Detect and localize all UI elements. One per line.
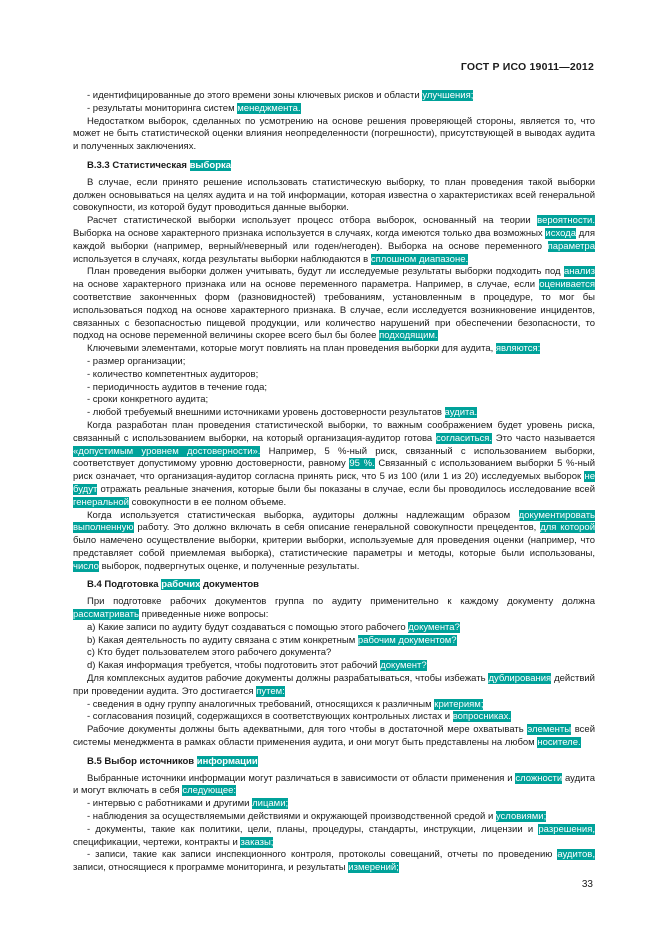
list-item [73, 90, 595, 103]
section-heading [73, 756, 595, 769]
text-run: b) Какая деятельность по аудиту связана с этим конкретным [87, 634, 358, 646]
text-run: - согласования позиций, содержащихся в соответствующих контрольных листах и [87, 711, 453, 723]
highlighted-text: информации [196, 755, 258, 767]
highlighted-text: следующее: [182, 785, 237, 797]
highlighted-text: подходящим. [379, 330, 438, 342]
highlighted-text: выборка [189, 159, 232, 171]
list-item [73, 382, 595, 395]
list-item [73, 811, 595, 824]
list-item [73, 369, 595, 382]
page-number: 33 [581, 879, 593, 890]
text-run: Выбранные источники информации могут различаться в зависимости от области применения и [87, 772, 516, 784]
text-run: спецификации, чертежи, контракты и [73, 836, 241, 848]
list-item [73, 407, 595, 420]
text-run: - периодичность аудитов в течение года; [87, 381, 267, 393]
highlighted-text: сложности [515, 772, 563, 784]
highlighted-text: документа? [408, 621, 460, 633]
text-run: Расчет статистической выборки использует процесс отбора выборок, основанный на теории [87, 215, 538, 227]
document-body [73, 90, 595, 875]
text-run: записи, относящиеся к программе мониторинга, и результаты [73, 862, 349, 874]
paragraph [73, 343, 595, 356]
text-run: В случае, если принято решение использовать статистическую выборку, то план проведения такой выборки должен основываться на целях аудита и на той информации, которая известна о характеристиках всей генеральной совокупности, из которой будут проводиться данные выборки. [73, 176, 595, 214]
list-item [73, 647, 595, 660]
text-run: приведенные ниже вопросы: [138, 609, 269, 621]
highlighted-text: менеджмента. [237, 102, 301, 114]
text-run: Когда разработан план проведения статистической выборки, то важным соображением будет уровень риска, связанный с использованием выборки, на который организация-аудитор готова [73, 419, 595, 444]
section-heading [73, 579, 595, 592]
text-run: Связанный с использованием выборки 5 %-ный риск означает, что организация-аудитор согласна принять риск, что 5 из 100 (или 1 из 20) исследуемых выборок [73, 458, 595, 483]
list-item [73, 635, 595, 648]
highlighted-text: анализ [563, 266, 595, 278]
list-item [73, 394, 595, 407]
text-run: документов [200, 579, 259, 591]
highlighted-text: вопросниках. [452, 711, 511, 723]
highlighted-text: заказы; [240, 836, 274, 848]
highlighted-text: оценивается [539, 279, 595, 291]
highlighted-text: вероятности. [537, 215, 595, 227]
text-run: План проведения выборки должен учитывать, будут ли исследуемые результаты выборки подходить под [87, 266, 564, 278]
text-run: используется в случаях, когда результаты выборки наблюдаются в [73, 253, 371, 265]
highlighted-text: параметра [547, 240, 595, 252]
highlighted-text: рабочих [161, 579, 201, 591]
highlighted-text: аудитов, [557, 849, 595, 861]
paragraph [73, 116, 595, 154]
text-run: c) Кто будет пользователем этого рабочего документа? [87, 647, 332, 659]
highlighted-text: генеральной [73, 496, 129, 508]
highlighted-text: лицами; [252, 798, 289, 810]
highlighted-text: для которой [540, 522, 596, 534]
list-item [73, 660, 595, 673]
paragraph [73, 177, 595, 215]
paragraph [73, 266, 595, 343]
text-run: - документы, такие как политики, цели, планы, процедуры, стандарты, инструкции, лицензии и [87, 823, 539, 835]
paragraph [73, 596, 595, 622]
text-run: - записи, такие как записи инспекционного контроля, протоколы совещаний, отчеты по проведению [87, 849, 558, 861]
text-run: Когда используется статистическая выборка, аудиторы должны надлежащим образом [87, 509, 519, 521]
text-run: выборок, подвергнутых оценке, и полученные результаты. [98, 560, 360, 572]
text-run: В.4 Подготовка [87, 579, 162, 591]
highlighted-text: путем: [256, 685, 285, 697]
text-run: Например, 5 %-ный риск, связанный с использованием выборки, соответствует допустимому уровню достоверности, равному [73, 445, 595, 470]
text-run: на основе характерного признака или на основе переменного параметра. Например, в случае, если [73, 279, 540, 291]
highlighted-text: аудита. [444, 407, 478, 419]
highlighted-text: улучшения; [422, 90, 474, 101]
paragraph [73, 510, 595, 574]
text-run: В.5 Выбор источников [87, 755, 197, 767]
highlighted-text: рабочим документом? [357, 634, 457, 646]
highlighted-text: «допустимым уровнем достоверности». [73, 445, 261, 457]
text-run: Выборка на основе характерного признака используется в случаях, когда имеются только два возможных [73, 227, 546, 239]
text-run: Для комплексных аудитов рабочие документы должны разрабатываться, чтобы избежать [87, 673, 489, 685]
text-run: - результаты мониторинга систем [87, 102, 238, 114]
text-run: - интервью с работниками и другими [87, 798, 253, 810]
text-run: - размер организации; [87, 355, 186, 367]
highlighted-text: исхода [545, 227, 577, 239]
text-run: работу. Это должно включать в себя описание генеральной совокупности прецедентов, [133, 522, 541, 534]
text-run: Недостатком выборок, сделанных по усмотрению на основе решения проверяющей стороны, является то, что может не быть статистической оценки влияния неопределенности (погрешности), присутствующей в выводах аудита и полученных заключениях. [73, 115, 595, 153]
highlighted-text: дублирования [488, 673, 552, 685]
paragraph [73, 773, 595, 799]
highlighted-text: носителе. [537, 737, 581, 749]
text-run: для каждой выборки (например, верный/неверный или годен/негоден). Выборка на основе переменного [73, 227, 595, 252]
text-run: - любой требуемый внешними источниками уровень достоверности результатов [87, 407, 445, 419]
highlighted-text: разрешения, [538, 823, 595, 835]
highlighted-text: элементы [527, 724, 572, 736]
list-item [73, 798, 595, 811]
text-run: a) Какие записи по аудиту будут создаваться с помощью этого рабочего [87, 621, 409, 633]
list-item [73, 699, 595, 712]
list-item [73, 103, 595, 116]
highlighted-text: согласиться. [435, 432, 493, 444]
text-run: действий при проведении аудита. Это достигается [73, 673, 595, 697]
paragraph [73, 215, 595, 266]
paragraph [73, 724, 595, 750]
highlighted-text: являются: [495, 343, 541, 355]
highlighted-text: условиями; [495, 811, 547, 823]
text-run: аудита и могут включать в себя [73, 772, 595, 797]
paragraph [73, 420, 595, 510]
highlighted-text: критериям; [434, 698, 484, 710]
text-run: - количество компетентных аудиторов; [87, 368, 259, 380]
list-item [73, 622, 595, 635]
text-run: - сведения в одну группу аналогичных требований, относящихся к различным [87, 698, 435, 710]
highlighted-text: документ? [380, 660, 427, 672]
highlighted-text: рассматривать [73, 609, 139, 621]
text-run: - идентифицированные до этого времени зоны ключевых рисков и области [87, 90, 423, 101]
highlighted-text: 95 %. [349, 458, 375, 470]
highlighted-text: сплошном диапазоне. [370, 253, 469, 265]
text-run: было намечено осуществление выборки, критерии выборки, используемые для проведения оценки (например, что представляет собой приемлемая выборка), статистические параметры и методы, которые были использованы, [73, 535, 595, 559]
text-run: - наблюдения за осуществляемыми действиями и окружающей производственной средой и [87, 811, 496, 823]
text-run: Это часто называется [492, 432, 595, 444]
highlighted-text: документировать выполненную [73, 509, 595, 534]
text-run: - сроки конкретного аудита; [87, 394, 209, 406]
list-item [73, 824, 595, 850]
paragraph [73, 673, 595, 699]
document-header-title: ГОСТ Р ИСО 19011—2012 [460, 61, 594, 73]
text-run: d) Какая информация требуется, чтобы подготовить этот рабочий [87, 660, 381, 672]
section-heading [73, 160, 595, 173]
list-item [73, 849, 595, 875]
text-run: соответствие законченных форм (разновидностей) требованиям, установленным в процедуре, то мог бы использоваться подход на основе характерного признака. В случае, если исследуется возникновение инцидентов, связанных с безопасностью пищевой продукции, или количество нарушений при обеспечении безопасности, то подход на основе переменной величины скорее всего был бы более [73, 291, 595, 342]
highlighted-text: измерений; [348, 862, 399, 874]
text-run: В.3.3 Статистическая [87, 159, 190, 171]
highlighted-text: не будут [73, 471, 595, 495]
text-run: всей системы менеджмента в рамках области применения аудита, и они могут быть представлены на любом [73, 724, 596, 749]
text-run: Ключевыми элементами, которые могут повлиять на план проведения выборки для аудита, [87, 343, 496, 355]
highlighted-text: число [73, 560, 99, 572]
list-item [73, 356, 595, 369]
text-run: Рабочие документы должны быть адекватными, для того чтобы в достаточной мере охватывать [87, 724, 528, 736]
text-run: При подготовке рабочих документов группа по аудиту применительно к каждому документу должна [87, 596, 595, 608]
text-run: совокупности в ее полном объеме. [128, 496, 287, 508]
list-item [73, 711, 595, 724]
text-run: отражать реальные значения, которые были бы показаны в случае, если бы проводилось исследование всей [97, 483, 595, 495]
